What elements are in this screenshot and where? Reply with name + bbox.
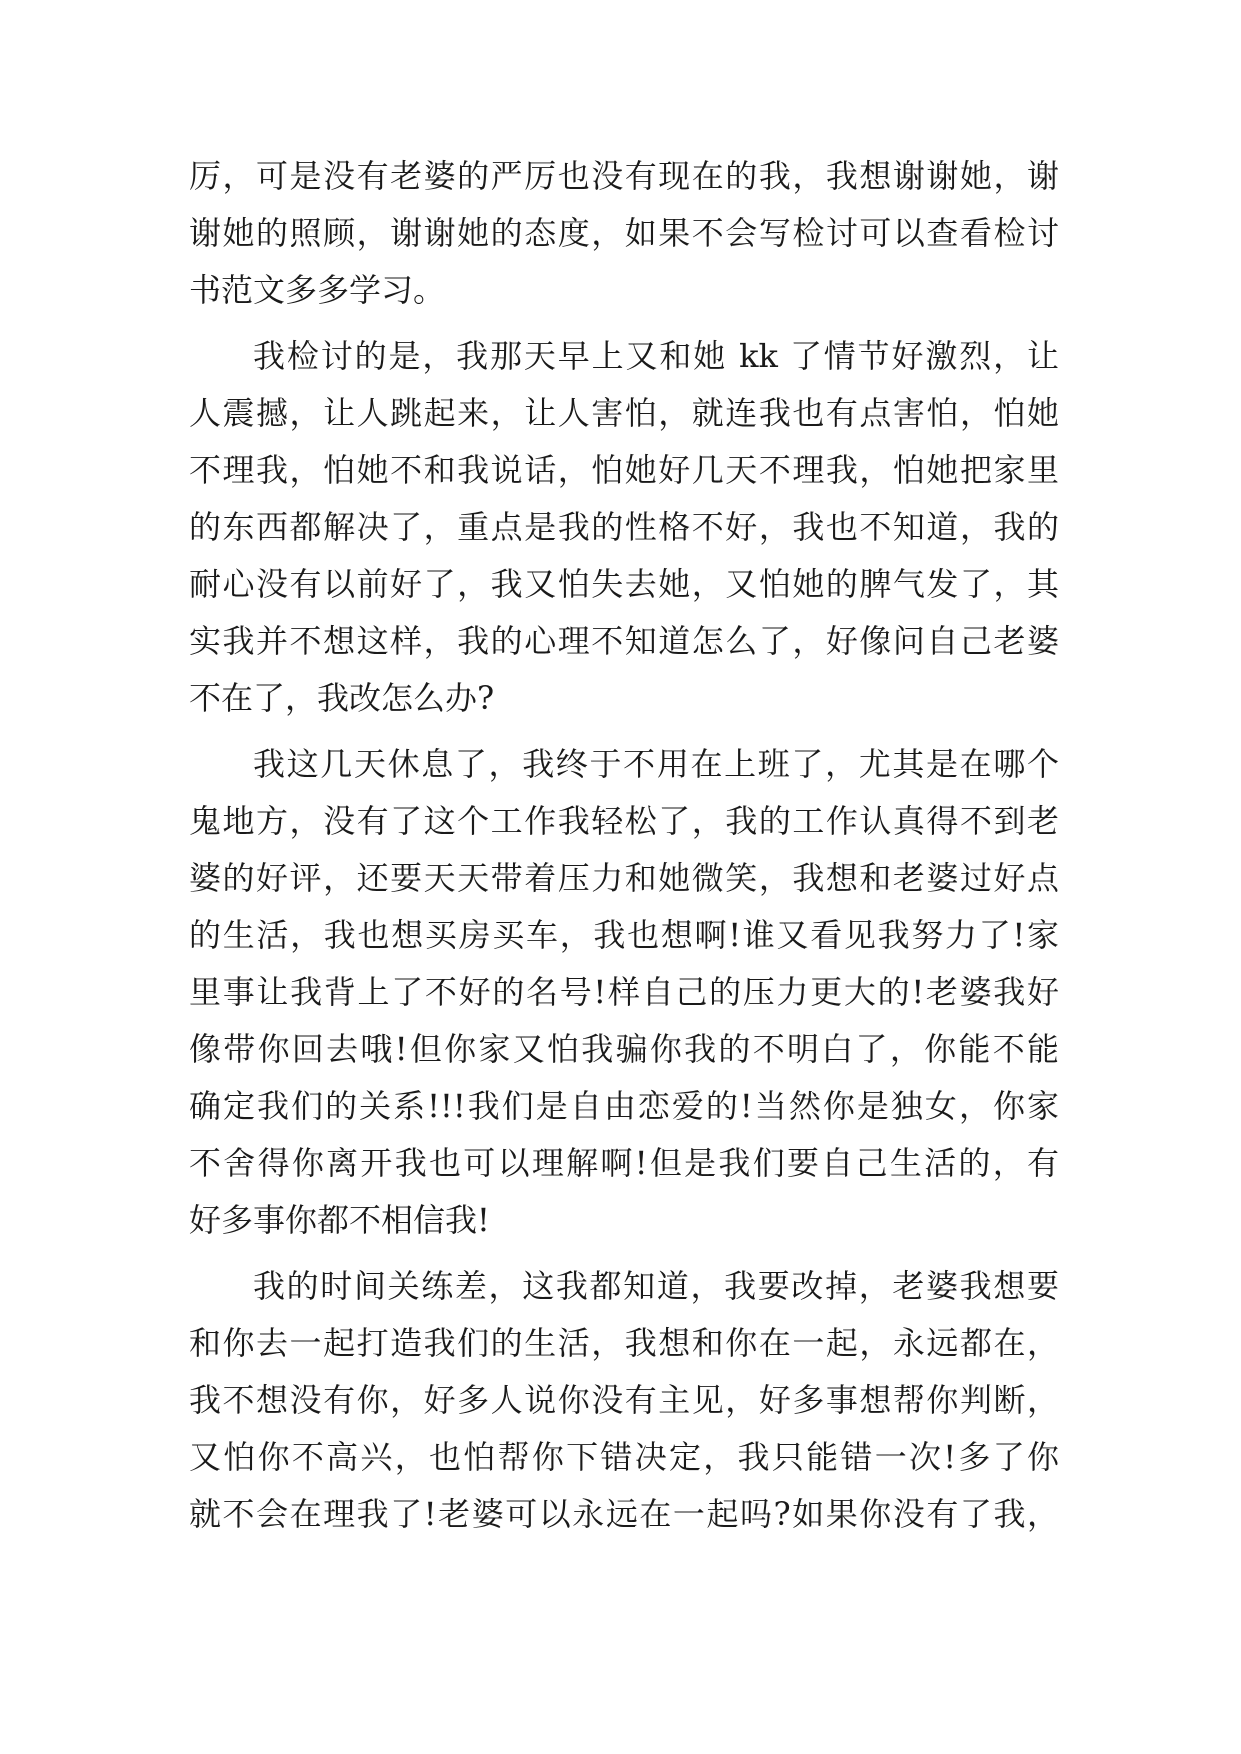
- text-line: 谢她的照顾，谢谢她的态度，如果不会写检讨可以查看检讨: [189, 214, 1059, 252]
- paragraph-spacer: [189, 319, 1059, 328]
- paragraph-3: [189, 736, 1059, 1249]
- text-line: 婆的好评，还要天天带着压力和她微笑，我想和老婆过好点: [189, 859, 1059, 897]
- text-line: 人震撼，让人跳起来，让人害怕，就连我也有点害怕，怕她: [189, 394, 1059, 432]
- text-line: 里事让我背上了不好的名号!样自己的压力更大的!老婆我好: [189, 973, 1059, 1011]
- text-line: 耐心没有以前好了，我又怕失去她，又怕她的脾气发了，其: [189, 565, 1059, 603]
- text-line: 鬼地方，没有了这个工作我轻松了，我的工作认真得不到老: [189, 802, 1059, 840]
- text-line: 不理我，怕她不和我说话，怕她好几天不理我，怕她把家里: [189, 451, 1059, 489]
- text-line: 我不想没有你，好多人说你没有主见，好多事想帮你判断，: [189, 1381, 1059, 1419]
- text-line: 好多事你都不相信我!: [189, 1201, 490, 1239]
- text-line: 的生活，我也想买房买车，我也想啊!谁又看见我努力了!家: [189, 916, 1059, 954]
- paragraph-spacer: [189, 727, 1059, 736]
- text-line: 厉，可是没有老婆的严厉也没有现在的我，我想谢谢她，谢: [189, 157, 1059, 195]
- text-line: 像带你回去哦!但你家又怕我骗你我的不明白了，你能不能: [189, 1030, 1059, 1068]
- paragraph-4: [189, 1258, 1059, 1543]
- text-line: 确定我们的关系!!!我们是自由恋爱的!当然你是独女，你家: [189, 1087, 1059, 1125]
- text-line: 不在了，我改怎么办?: [189, 679, 495, 717]
- text-line: 我这几天休息了，我终于不用在上班了，尤其是在哪个: [253, 745, 1059, 783]
- text-line: 就不会在理我了!老婆可以永远在一起吗?如果你没有了我，: [189, 1495, 1059, 1533]
- text-line: 又怕你不高兴，也怕帮你下错决定，我只能错一次!多了你: [189, 1438, 1059, 1476]
- text-line: 不舍得你离开我也可以理解啊!但是我们要自己生活的，有: [189, 1144, 1059, 1182]
- paragraph-2: [189, 328, 1059, 727]
- text-line: 的东西都解决了，重点是我的性格不好，我也不知道，我的: [189, 508, 1059, 546]
- text-line: 书范文多多学习。: [189, 271, 446, 309]
- text-line: 和你去一起打造我们的生活，我想和你在一起，永远都在，: [189, 1324, 1059, 1362]
- text-line: 我检讨的是，我那天早上又和她 kk 了情节好激烈，让: [253, 337, 1059, 375]
- text-line: 我的时间关练差，这我都知道，我要改掉，老婆我想要: [253, 1267, 1059, 1305]
- text-line: 实我并不想这样，我的心理不知道怎么了，好像问自己老婆: [189, 622, 1059, 660]
- paragraph-1: [189, 148, 1059, 319]
- paragraph-spacer: [189, 1249, 1059, 1258]
- document-body: [189, 148, 1059, 1543]
